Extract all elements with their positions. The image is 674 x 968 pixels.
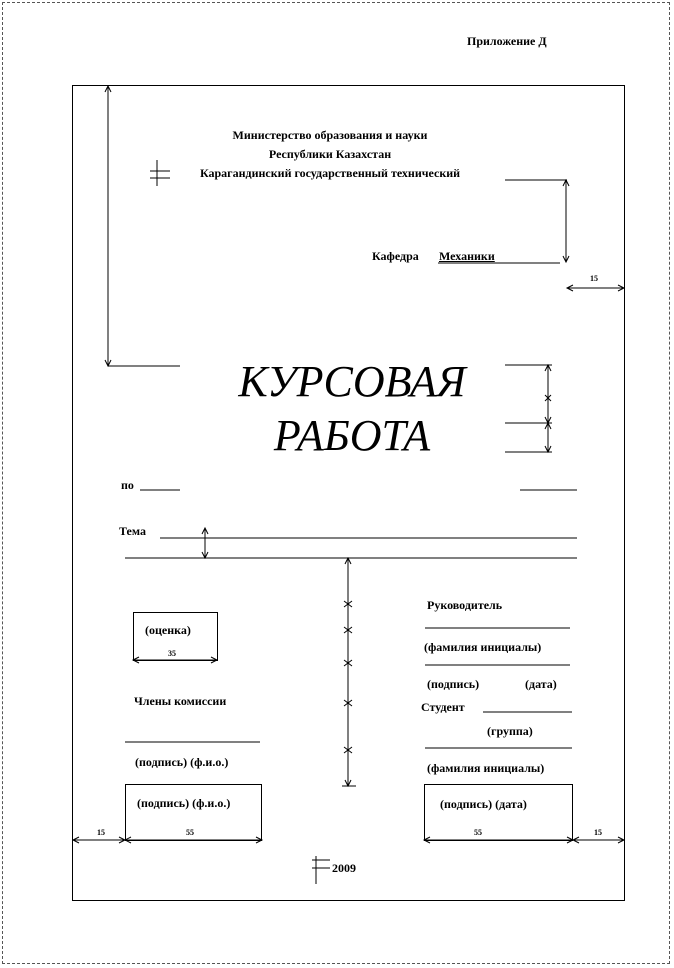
ministry-line-2: Республики Казахстан — [268, 147, 392, 161]
ministry-line-1: Министерство образования и науки — [232, 128, 428, 142]
dim-right-margin-bottom: 15 — [594, 828, 602, 837]
commission-signature-1: (подпись) (ф.и.о.) — [135, 755, 229, 769]
department-name: Механики — [439, 249, 495, 263]
subject-label: по — [121, 478, 134, 492]
topic-label: Тема — [119, 524, 146, 538]
supervisor-sign-caption: (подпись) — [427, 677, 480, 691]
supervisor-date-caption: (дата) — [525, 677, 557, 691]
dim-left-block-width: 55 — [186, 828, 194, 837]
grade-label: (оценка) — [145, 623, 191, 637]
university-name: Карагандинский государственный технический — [199, 166, 461, 180]
dim-right-margin: 15 — [590, 274, 598, 283]
commission-label: Члены комиссии — [134, 694, 227, 708]
student-sign-date-caption: (подпись) (дата) — [440, 797, 527, 811]
student-group-caption: (группа) — [487, 724, 533, 738]
supervisor-label: Руководитель — [427, 598, 503, 612]
title-line-1: КУРСОВАЯ — [238, 357, 466, 406]
dim-left-margin: 15 — [97, 828, 105, 837]
commission-signature-2: (подпись) (ф.и.о.) — [137, 796, 231, 810]
student-signature-box — [424, 784, 573, 841]
supervisor-name-caption: (фамилия инициалы) — [424, 640, 542, 654]
title-line-2: РАБОТА — [273, 411, 431, 460]
dim-grade-width: 35 — [168, 649, 176, 658]
year: 2009 — [332, 861, 356, 875]
department-label: Кафедра — [372, 249, 419, 263]
student-name-caption: (фамилия инициалы) — [427, 761, 545, 775]
appendix-label: Приложение Д — [467, 34, 547, 48]
dim-right-block-width: 55 — [474, 828, 482, 837]
student-label: Студент — [421, 700, 465, 714]
